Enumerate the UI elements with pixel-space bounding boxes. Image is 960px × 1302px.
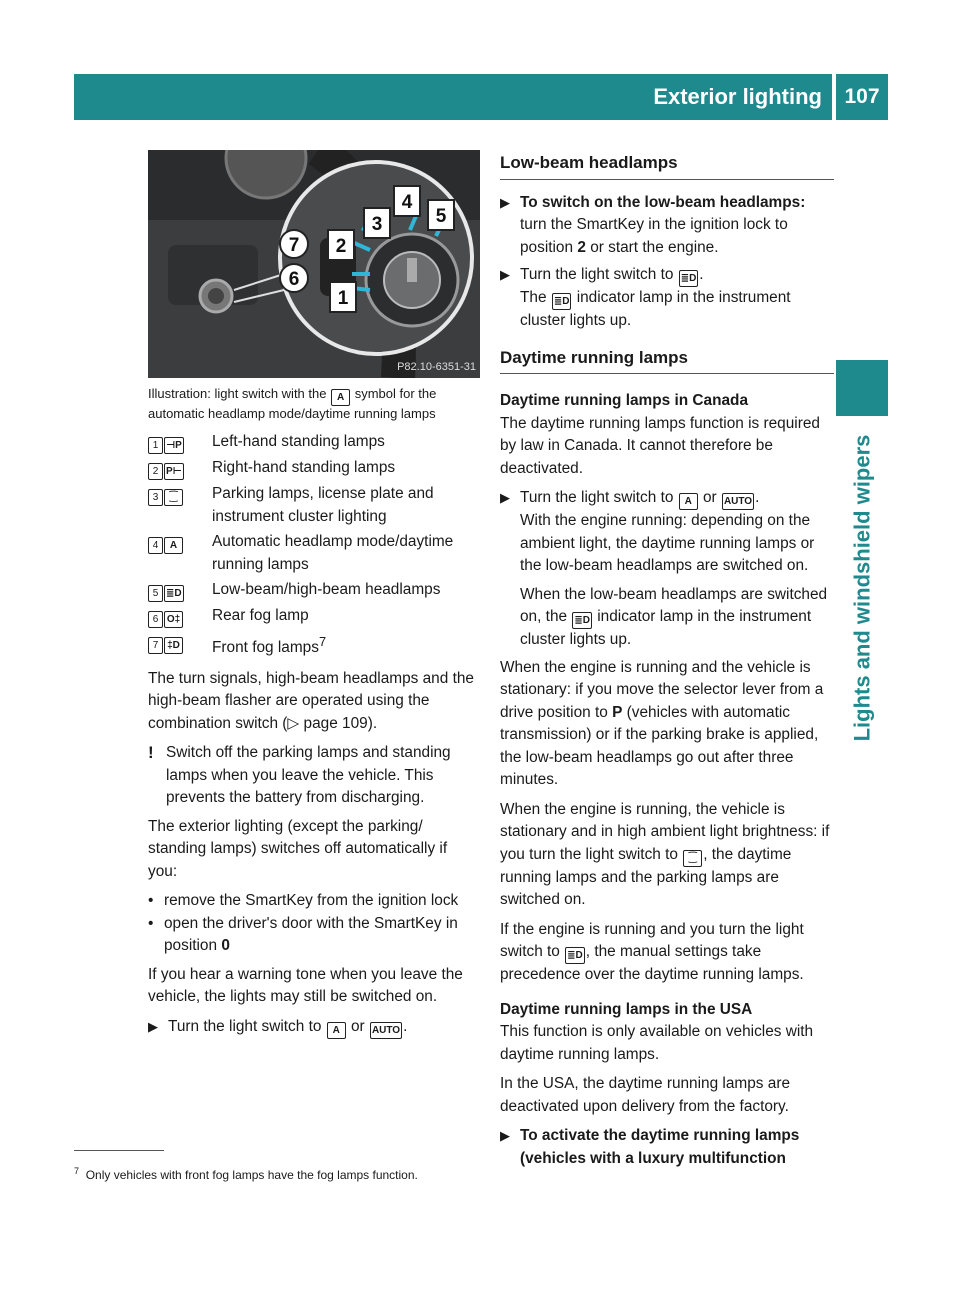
low-beam-icon: ≣D	[679, 270, 699, 287]
bullet-icon: •	[148, 914, 154, 932]
stationary-paragraph	[500, 657, 834, 792]
warning-note	[148, 742, 480, 810]
manual-settings-paragraph	[500, 919, 834, 987]
legend-item	[148, 605, 480, 628]
low-beam-icon: ≣D	[572, 612, 592, 629]
low-beam-icon: ≣D	[164, 585, 184, 602]
step-text: Turn the light switch to A or AUTO .	[168, 1016, 407, 1039]
legend-text: Low-beam/high-beam headlamps	[212, 581, 441, 598]
ambient-paragraph	[500, 799, 834, 912]
step-text-line2-post: indicator lamp in the instrument cluster lights up.	[520, 289, 791, 329]
low-beam-heading: Low-beam headlamps	[500, 152, 834, 180]
step-arrow-icon: ▶	[500, 1128, 510, 1143]
step-arrow-icon: ▶	[500, 194, 510, 210]
position-value: 2	[577, 238, 586, 256]
page-title: Exterior lighting	[653, 84, 822, 109]
instruction-step	[500, 264, 834, 333]
auto-light-icon: A	[164, 537, 183, 554]
list-item	[148, 890, 480, 913]
warning-icon: !	[148, 743, 154, 763]
step-text-pre: Turn the light switch to	[168, 1017, 322, 1035]
step-detail-post: indicator lamp in the instrument cluster lights up.	[520, 608, 812, 648]
combination-switch-paragraph: The turn signals, high-beam headlamps and the high-beam flasher are operated using the combination switch (▷ page 109).	[148, 669, 474, 732]
legend-text: Rear fog lamp	[212, 607, 309, 624]
figure-caption	[148, 386, 480, 421]
callout-4: 4	[401, 192, 413, 213]
step-text-line2-pre: The	[520, 289, 547, 306]
step-arrow-icon: ▶	[500, 490, 510, 505]
low-beam-icon: ≣D	[552, 293, 572, 310]
number-2-icon: 2	[148, 463, 163, 480]
step-text: Turn the light switch to ≣D . The ≣D indicator lamp in the instrument cluster lights up.	[520, 266, 791, 329]
step-text-pre: Turn the light switch to	[520, 489, 674, 506]
footnote-mark: 7	[74, 1166, 80, 1176]
rear-fog-lamp-icon: O‡	[164, 611, 183, 628]
footnote-rule	[74, 1150, 164, 1151]
step-or: or	[350, 1017, 365, 1035]
number-7-icon: 7	[148, 637, 163, 654]
usa-paragraph-1: This function is only available on vehicles with daytime running lamps.	[500, 1023, 814, 1063]
legend-item	[148, 431, 480, 454]
ambient-text-post: , the daytime running lamps and the parking lamps are switched on.	[500, 845, 792, 908]
caption-text-post: symbol for the automatic headlamp mode/daytime running lamps	[148, 386, 437, 421]
auto-mode-icon: AUTO	[370, 1022, 402, 1039]
stationary-text-pre: When the engine is running and the vehicle is stationary: if you move the selector lever from a drive position to	[500, 658, 824, 721]
footnote-ref[interactable]: 7	[318, 634, 327, 649]
warning-tone-paragraph: If you hear a warning tone when you leave the vehicle, the lights may still be switched on.	[148, 965, 463, 1006]
step-arrow-icon: ▶	[148, 1018, 158, 1034]
callout-7: 7	[288, 235, 300, 256]
step-text-pre: Turn the light switch to	[520, 266, 674, 283]
instruction-step	[148, 1016, 480, 1039]
legend-item	[148, 531, 480, 576]
auto-mode-icon: AUTO	[722, 493, 754, 510]
usa-paragraph-2: In the USA, the daytime running lamps are deactivated upon delivery from the factory.	[500, 1075, 791, 1115]
step-text-post: or start the engine.	[590, 238, 719, 256]
list-item-text	[164, 913, 480, 958]
canada-paragraph: The daytime running lamps function is required by law in Canada. It cannot therefore be deactivated.	[500, 414, 820, 477]
page-number: 107	[836, 74, 888, 120]
right-column	[500, 150, 834, 1175]
canada-heading: Daytime running lamps in Canada	[500, 392, 749, 409]
legend-item	[148, 631, 480, 660]
footnote	[74, 1166, 418, 1182]
legend-item	[148, 483, 480, 528]
step-title: To switch on the low-beam headlamps:	[520, 193, 806, 211]
legend-text: Right-hand standing lamps	[212, 459, 396, 476]
number-3-icon: 3	[148, 489, 163, 506]
legend-text: Automatic headlamp mode/daytime running lamps	[212, 533, 454, 573]
parking-lamp-icon: ⁐	[164, 489, 183, 506]
instruction-step	[500, 1125, 834, 1170]
right-standing-lamp-icon: P⊢	[164, 463, 184, 480]
step-detail-pre: When the low-beam headlamps are switched on, the	[520, 585, 828, 625]
callout-3: 3	[371, 214, 383, 235]
list-item-text: remove the SmartKey from the ignition lock	[164, 892, 459, 910]
figure-code: P82.10-6351-31	[397, 361, 476, 373]
number-6-icon: 6	[148, 611, 163, 628]
legend-item	[148, 579, 480, 602]
auto-light-icon: A	[679, 493, 698, 510]
auto-light-icon: A	[331, 389, 350, 406]
list-item-text-pre: open the driver's door with the SmartKey in position	[164, 914, 458, 955]
legend-text: Parking lamps, license plate and instrument cluster lighting	[212, 485, 434, 525]
left-standing-lamp-icon: ⊣P	[164, 437, 184, 454]
number-5-icon: 5	[148, 585, 163, 602]
light-switch-illustration	[148, 150, 480, 378]
side-tab-label: Lights and windshield wipers	[849, 434, 874, 742]
step-detail	[520, 584, 834, 652]
callout-1: 1	[337, 288, 349, 309]
callout-6: 6	[288, 269, 300, 290]
instruction-step	[500, 487, 834, 652]
number-1-icon: 1	[148, 437, 163, 454]
step-or: or	[702, 489, 717, 506]
legend-list	[148, 431, 480, 660]
usa-heading: Daytime running lamps in the USA	[500, 1000, 753, 1018]
parking-lamp-icon: ⁐	[683, 850, 702, 867]
daytime-running-lamps-heading: Daytime running lamps	[500, 347, 834, 375]
list-item	[148, 913, 480, 958]
number-4-icon: 4	[148, 537, 163, 554]
legend-item	[148, 457, 480, 480]
side-tab	[836, 420, 888, 756]
position-value: 0	[221, 937, 230, 955]
step-text-pre: turn the SmartKey in the ignition lock to position	[520, 216, 788, 256]
auto-off-paragraph: The exterior lighting (except the parking/ standing lamps) switches off automatically if you:	[148, 817, 448, 880]
manual-text-pre: If the engine is running and you turn the light switch to	[500, 920, 804, 960]
stationary-text-post: (vehicles with automatic transmission) or if the parking brake is applied, the low-beam headlamps go out after three minutes.	[500, 703, 819, 788]
step-text	[520, 192, 834, 260]
legend-text	[212, 631, 480, 660]
front-fog-lamp-icon: ‡D	[164, 637, 183, 654]
step-detail: With the engine running: depending on the ambient light, the daytime running lamps or the low-beam headlamps are switched on.	[520, 512, 815, 574]
side-marker	[836, 360, 888, 416]
warning-text: Switch off the parking lamps and standing lamps when you leave the vehicle. This prevents the battery from discharging.	[166, 744, 451, 807]
left-column	[148, 150, 480, 1044]
legend-text-main: Front fog lamps	[212, 639, 319, 657]
callout-2: 2	[335, 236, 347, 257]
caption-text-pre: Illustration: light switch with the	[148, 386, 327, 401]
bullet-icon: •	[148, 892, 154, 910]
manual-text-post: , the manual settings take precedence over the daytime running lamps.	[500, 943, 804, 983]
auto-light-icon: A	[327, 1022, 346, 1039]
footnote-text: Only vehicles with front fog lamps have the fog lamps function.	[85, 1168, 418, 1182]
step-title: To activate the daytime running lamps (vehicles with a luxury multifunction	[520, 1127, 800, 1167]
low-beam-icon: ≣D	[565, 947, 585, 964]
illustration-svg	[148, 150, 480, 378]
instruction-step	[500, 192, 834, 260]
callout-5: 5	[435, 206, 447, 227]
legend-text: Left-hand standing lamps	[212, 433, 385, 450]
step-arrow-icon: ▶	[500, 267, 510, 282]
ambient-text-pre: When the engine is running, the vehicle is stationary and in high ambient light brightness: if you turn the light switch to	[500, 800, 830, 863]
selector-position: P	[612, 703, 623, 721]
step-text: Turn the light switch to A or AUTO . With the engine running: depending on the ambient light, the daytime running lamps or the low-beam headlamps are switched on. When the low-beam headlamps are switched on, the ≣D indicator lamp in the instrument cluster lights up.	[520, 487, 834, 652]
